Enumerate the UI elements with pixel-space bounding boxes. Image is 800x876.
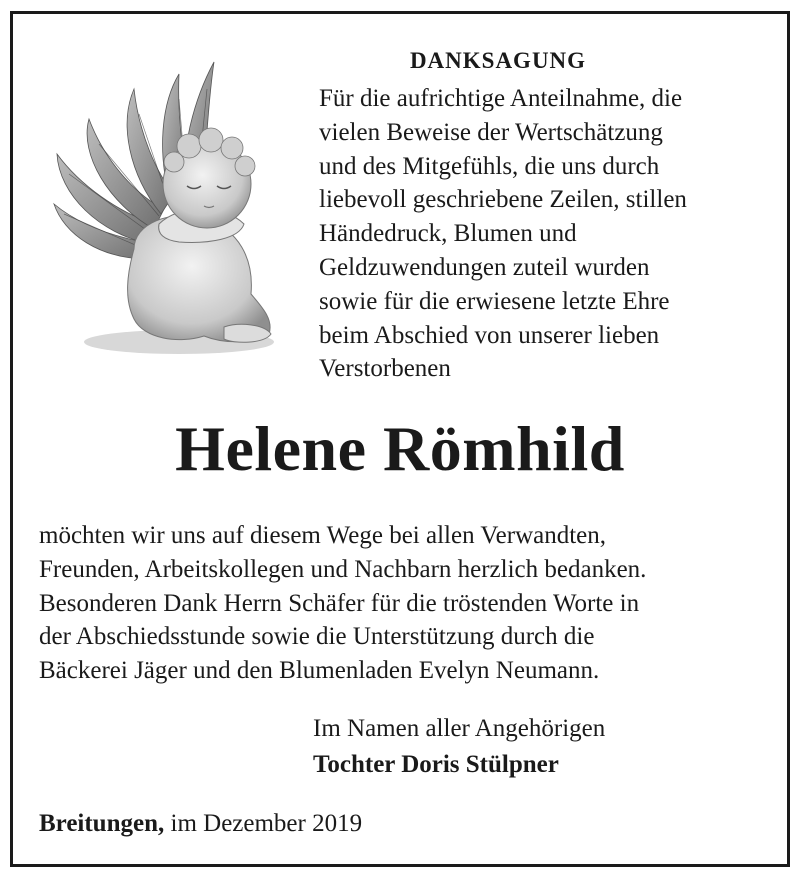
signature-line: Im Namen aller Angehörigen bbox=[313, 715, 606, 742]
body-line: Freunden, Arbeitskollegen und Nachbarn herzlich bedanken. bbox=[39, 555, 647, 583]
angel-figure-icon bbox=[39, 44, 279, 359]
intro-line: und des Mitgefühls, die uns durch bbox=[319, 152, 660, 180]
body-line: Bäckerei Jäger und den Blumenladen Evelyn Neumann. bbox=[39, 657, 600, 685]
intro-line: Verstorbenen bbox=[319, 355, 451, 383]
intro-line: beim Abschied von unserer lieben bbox=[319, 321, 660, 349]
obituary-notice bbox=[10, 11, 790, 867]
signature-block bbox=[313, 711, 605, 783]
body-line: der Abschiedsstunde sowie die Unterstützung durch die bbox=[39, 623, 595, 651]
body-line: möchten wir uns auf diesem Wege bei allen Verwandten, bbox=[39, 522, 607, 549]
intro-line: liebevoll geschriebene Zeilen, stillen bbox=[319, 186, 687, 214]
signature-name: Tochter Doris Stülpner bbox=[313, 751, 559, 778]
intro-line: Geldzuwendungen zuteil wurden bbox=[319, 253, 650, 281]
intro-line: sowie für die erwiesene letzte Ehre bbox=[319, 287, 670, 315]
notice-title: DANKSAGUNG bbox=[409, 48, 587, 73]
body-line: Besonderen Dank Herrn Schäfer für die tröstenden Worte in bbox=[39, 589, 640, 617]
place-date bbox=[39, 810, 362, 838]
intro-line: Für die aufrichtige Anteilnahme, die bbox=[319, 85, 683, 112]
intro-text bbox=[319, 82, 779, 386]
date-text: im Dezember 2019 bbox=[170, 810, 363, 837]
intro-line: Händedruck, Blumen und bbox=[319, 220, 577, 248]
body-text bbox=[39, 519, 779, 688]
intro-line: vielen Beweise der Wertschätzung bbox=[319, 118, 663, 146]
place-name: Breitungen, bbox=[39, 810, 165, 837]
deceased-name: Helene Römhild bbox=[175, 413, 625, 484]
